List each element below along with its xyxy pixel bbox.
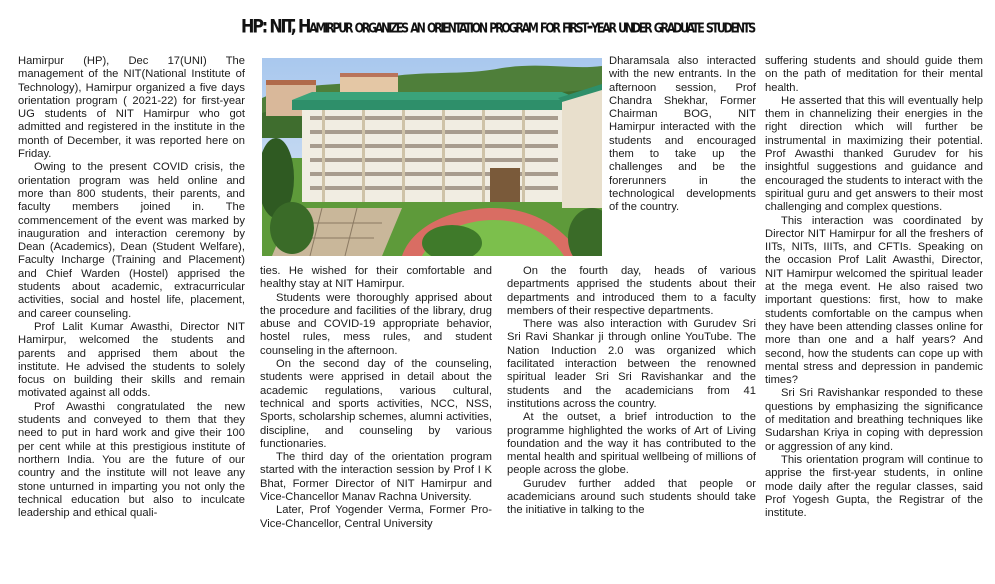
paragraph: On the second day of the counseling, students were apprised in detail about the academic regulations, various cultural, technical and sports activities, NCC, NSS, Sports, scholarship schemes, alumni activities, discipline, and counseling by various functionaries. (260, 358, 492, 450)
paragraph: Sri Sri Ravishankar responded to these questions by emphasizing the significance of meditation and breathing techniques like Sudarshan Kriya in coping with depression or aggression of any kind. (765, 387, 983, 453)
campus-building-illustration (262, 58, 602, 256)
paragraph: There was also interaction with Gurudev Sri Sri Ravi Shankar ji through online YouTube. The Nation Induction 2.0 was organized which facilitated interaction between the renowned spiritual leader Sri Sri Ravishankar and the students and the academicians from 41 institutions across the country. (507, 318, 756, 410)
article-column-4 (765, 55, 983, 580)
paragraph: Students were thoroughly apprised about the procedure and facilities of the library, drug abuse and COVID-19 appropriate behavior, hostel rules, mess rules, and student counseling in the afternoon. (260, 291, 492, 357)
paragraph: ties. He wished for their comfortable and healthy stay at NIT Hamirpur. (260, 265, 492, 291)
paragraph: The third day of the orientation program started with the interaction session by Prof I K Bhat, Former Director of NIT Hamirpur and Vice-Chancellor Manav Rachna University. (260, 451, 492, 504)
article-column-3-top (609, 55, 756, 261)
article-column-3 (507, 265, 756, 580)
headline: HP: NIT, Hamirpur organizes an orientation program for first-year under graduate students (241, 14, 754, 38)
paragraph: Prof Awasthi congratulated the new students and conveyed to them that they need to put in hard work and give their 100 per cent while at this prestigious institute of northern India. You are the future of our country and the institute will not leave any stone unturned in imparting you not only the technical education but also to inculcate leadership and ethical quali- (18, 400, 245, 520)
paragraph: suffering students and should guide them on the path of meditation for their mental health. (765, 55, 983, 94)
paragraph: At the outset, a brief introduction to the programme highlighted the works of Art of Living foundation and the way it has contributed to the mental health and spiritual wellbeing of millions of people across the globe. (507, 411, 756, 477)
building-wing (562, 88, 602, 208)
building-roof (292, 92, 582, 100)
distant-roof (266, 80, 316, 85)
distant-roof (340, 73, 398, 77)
paragraph: Owing to the present COVID crisis, the orientation program was held online and more than 800 students, their parents, and faculty members joined in. The commencement of the event was marked by inauguration and interaction ceremony by Dean (Academics), Dean (Student Welfare), Faculty Incharge (Training and Placement) and Chief Warden (Hostel) apprised the students about academic, extracurricular activities, social and hostel life, placement, and career counseling. (18, 161, 245, 320)
paragraph: Prof Lalit Kumar Awasthi, Director NIT Hamirpur, welcomed the students and parents and apprised them about the institute. He advised the students to solely focus on building their skills and remain motivated against all odds. (18, 320, 245, 400)
paragraph: Later, Prof Yogender Verma, Former Pro-Vice-Chancellor, Central University (260, 504, 492, 530)
paragraph: Gurudev further added that people or academicians around such students should take the initiative in talking to the (507, 477, 756, 517)
entrance (490, 168, 520, 202)
paragraph: This interaction was coordinated by Director NIT Hamirpur for all the freshers of IITs, NITs, IIITs, and CFTIs. Speaking on the occasion Prof Lalit Awasthi, Director, NIT Hamirpur welcomed the spiritual leader at the mega event. He also raised two important questions: first, how to make students comfortable on the campus when they have been attending classes online for more than one and a half years? And second, how the students can cope up with mental stress and depression in pandemic times? (765, 214, 983, 387)
article-column-2 (260, 265, 492, 580)
dateline-paragraph: Hamirpur (HP), Dec 17(UNI) The management of the NIT(National Institute of Technology), Hamirpur organized a five days orientation program ( 2021-22) for first-year UG students of NIT Hamirpur who got admitted and registered in the institute in the month of December, it was reported here on Friday. (18, 55, 245, 161)
paragraph: He asserted that this will eventually help them in channelizing their energies in the right direction which will further be instrumental in maximizing their potential. Prof Awasthi thanked Gurudev for his insightful suggestions and guidance and encouraged the students to interact with the spiritual guru and get answers to their most challenging and complex questions. (765, 94, 983, 214)
article-column-1 (18, 55, 245, 580)
paragraph: This orientation program will continue to apprise the first-year students, in online mode daily after the regular classes, said Prof Yogesh Gupta, the Registrar of the institute. (765, 453, 983, 520)
paragraph: Dharamsala also interacted with the new entrants. In the afternoon session, Prof Chandra Shekhar, Former Chairman BOG, NIT Hamirpur interacted with the students and encouraged them to take up the challenges and be the forerunners in the technological developments of the country. (609, 55, 756, 214)
campus-photo (262, 58, 602, 256)
building-roof (292, 100, 582, 110)
paragraph: On the fourth day, heads of various departments apprised the students about their departments and introduced them to a faculty members of their respective departments. (507, 265, 756, 317)
